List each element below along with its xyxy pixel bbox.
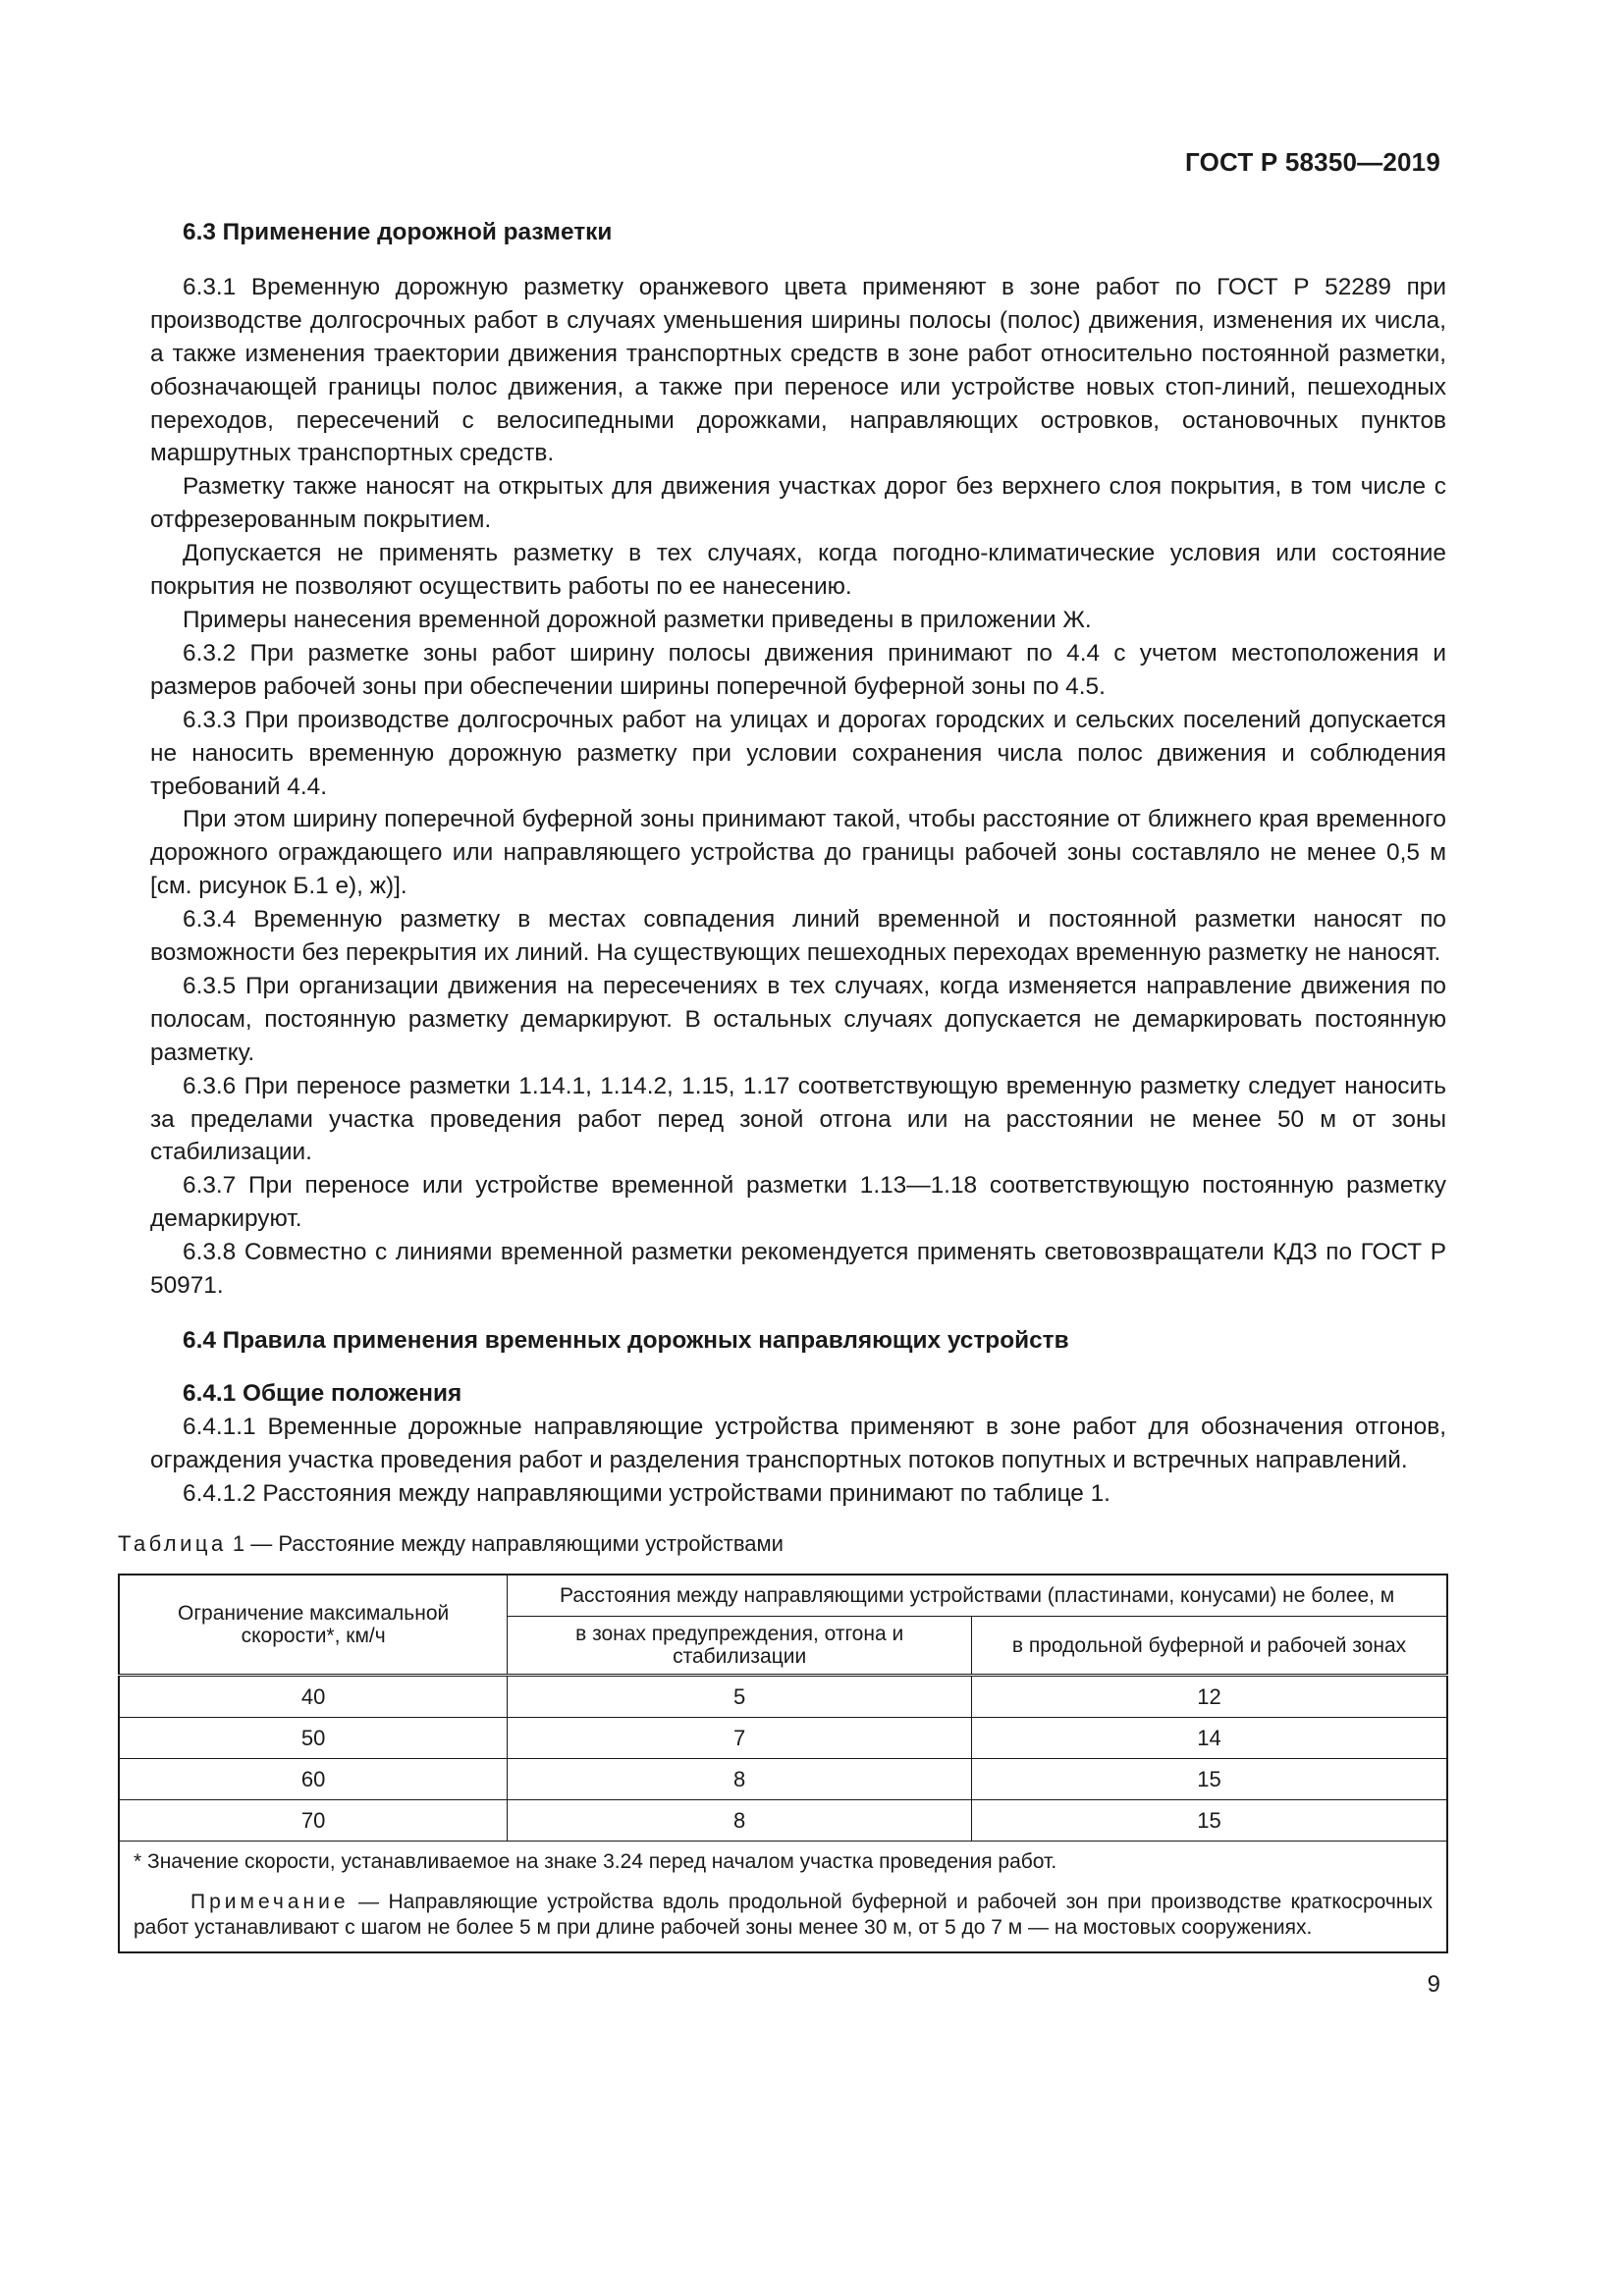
paragraph: Допускается не применять разметку в тех случаях, когда погодно-климатические условия или состояние покрытия не позволяют осуществить работы по ее нанесению. [150,540,1446,601]
paragraph-6-3-5: 6.3.5 При организации движения на пересечениях в тех случаях, когда изменяется направление движения по полосам, постоянную разметку демаркируют. В остальных случаях допускается не демаркировать постоянную разметку. [150,972,1446,1066]
paragraph-6-3-6: 6.3.6 При переносе разметки 1.14.1, 1.14.2, 1.15, 1.17 соответствующую временную разметку следует наносить за пределами участка проведения работ перед зоной отгона или на расстоянии не менее 50 м от зоны стабилизации. [150,1072,1446,1166]
paragraph-6-4-1-2: 6.4.1.2 Расстояния между направляющими устройствами принимают по таблице 1. [183,1479,1110,1507]
document-body [150,216,1446,1511]
header-warning-zones: в зонах предупреждения, отгона и стабилизации [508,1617,972,1676]
section-heading-6-4: 6.4 Правила применения временных дорожных направляющих устройств [183,1327,1069,1354]
paragraph-6-4-1-1: 6.4.1.1 Временные дорожные направляющие устройства применяют в зоне работ для обозначения отгонов, ограждения участка проведения работ и разделения транспортных потоков попутных и встречных направлений. [150,1413,1446,1473]
cell-speed: 60 [119,1759,508,1800]
paragraph-6-3-8: 6.3.8 Совместно с линиями временной разметки рекомендуется применять световозвращатели КДЗ по ГОСТ Р 50971. [150,1239,1446,1300]
header-buffer-zones: в продольной буферной и рабочей зонах [972,1617,1448,1676]
table-note-text: — Направляющие устройства вдоль продольной буферной и рабочей зон при производстве краткосрочных работ устанавливают с шагом не более 5 м при длине рабочей зоны менее 30 м, от 5 до 7 м — на мостовых сооружениях. [134,1890,1433,1939]
header-distance-group: Расстояния между направляющими устройствами (пластинами, конусами) не более, м [508,1575,1447,1617]
distance-table [118,1574,1448,1953]
table-note [134,1890,1433,1942]
table-row [119,1718,1447,1759]
cell-speed: 70 [119,1800,508,1842]
cell-buffer-distance: 14 [972,1718,1448,1759]
table-note-label: Примечание [190,1890,350,1913]
cell-warning-distance: 8 [508,1759,972,1800]
cell-speed: 40 [119,1676,508,1718]
table-caption [118,1530,784,1558]
table-notes-row [119,1842,1447,1952]
document-code: ГОСТ Р 58350—2019 [1185,147,1440,177]
cell-buffer-distance: 15 [972,1759,1448,1800]
paragraph: Примеры нанесения временной дорожной разметки приведены в приложении Ж. [183,606,1092,633]
section-heading-6-3: 6.3 Применение дорожной разметки [183,219,613,245]
paragraph-6-3-2: 6.3.2 При разметке зоны работ ширину полосы движения принимают по 4.4 с учетом местоположения и размеров рабочей зоны при обеспечении ширины поперечной буферной зоны по 4.5. [150,639,1446,700]
table-caption-text: 1 — Расстояние между направляющими устройствами [226,1531,784,1556]
cell-warning-distance: 5 [508,1676,972,1718]
paragraph-6-3-1: 6.3.1 Временную дорожную разметку оранжевого цвета применяют в зоне работ по ГОСТ Р 52289 при производстве долгосрочных работ в случаях уменьшения ширины полосы (полос) движения, изменения их числа, а также изменения траектории движения транспортных средств в зоне работ относительно постоянной разметки, обозначающей границы полос движения, а также при переносе или устройстве новых стоп-линий, пешеходных переходов, пересечений с велосипедными дорожками, направляющих островков, остановочных пунктов маршрутных транспортных средств. [150,273,1446,467]
table-caption-label: Таблица [118,1531,227,1556]
table-footnote: * Значение скорости, устанавливаемое на знаке 3.24 перед началом участка проведения работ. [134,1850,1057,1873]
paragraph: При этом ширину поперечной буферной зоны принимают такой, чтобы расстояние от ближнего края временного дорожного ограждающего или направляющего устройства до границы рабочей зоны составляло не менее 0,5 м [см. рисунок Б.1 е), ж)]. [150,806,1446,900]
table-row [119,1800,1447,1842]
paragraph-6-3-7: 6.3.7 При переносе или устройстве временной разметки 1.13—1.18 соответствующую постоянную разметку демаркируют. [150,1172,1446,1233]
cell-warning-distance: 7 [508,1718,972,1759]
paragraph-6-3-4: 6.3.4 Временную разметку в местах совпадения линий временной и постоянной разметки наносят по возможности без перекрытия их линий. На существующих пешеходных переходах временную разметку не наносят. [150,906,1446,967]
cell-speed: 50 [119,1718,508,1759]
cell-buffer-distance: 12 [972,1676,1448,1718]
paragraph-6-3-3: 6.3.3 При производстве долгосрочных работ на улицах и дорогах городских и сельских поселений допускается не наносить временную дорожную разметку при условии сохранения числа полос движения и соблюдения требований 4.4. [150,706,1446,800]
paragraph: Разметку также наносят на открытых для движения участках дорог без верхнего слоя покрытия, в том числе с отфрезерованным покрытием. [150,473,1446,534]
page-number: 9 [1427,1971,1440,1998]
cell-buffer-distance: 15 [972,1800,1448,1842]
subsection-heading-6-4-1: 6.4.1 Общие положения [183,1379,462,1407]
header-speed-limit: Ограничение максимальной скорости*, км/ч [119,1575,508,1676]
table-row [119,1759,1447,1800]
cell-warning-distance: 8 [508,1800,972,1842]
table-row [119,1676,1447,1718]
table-notes [119,1842,1447,1952]
